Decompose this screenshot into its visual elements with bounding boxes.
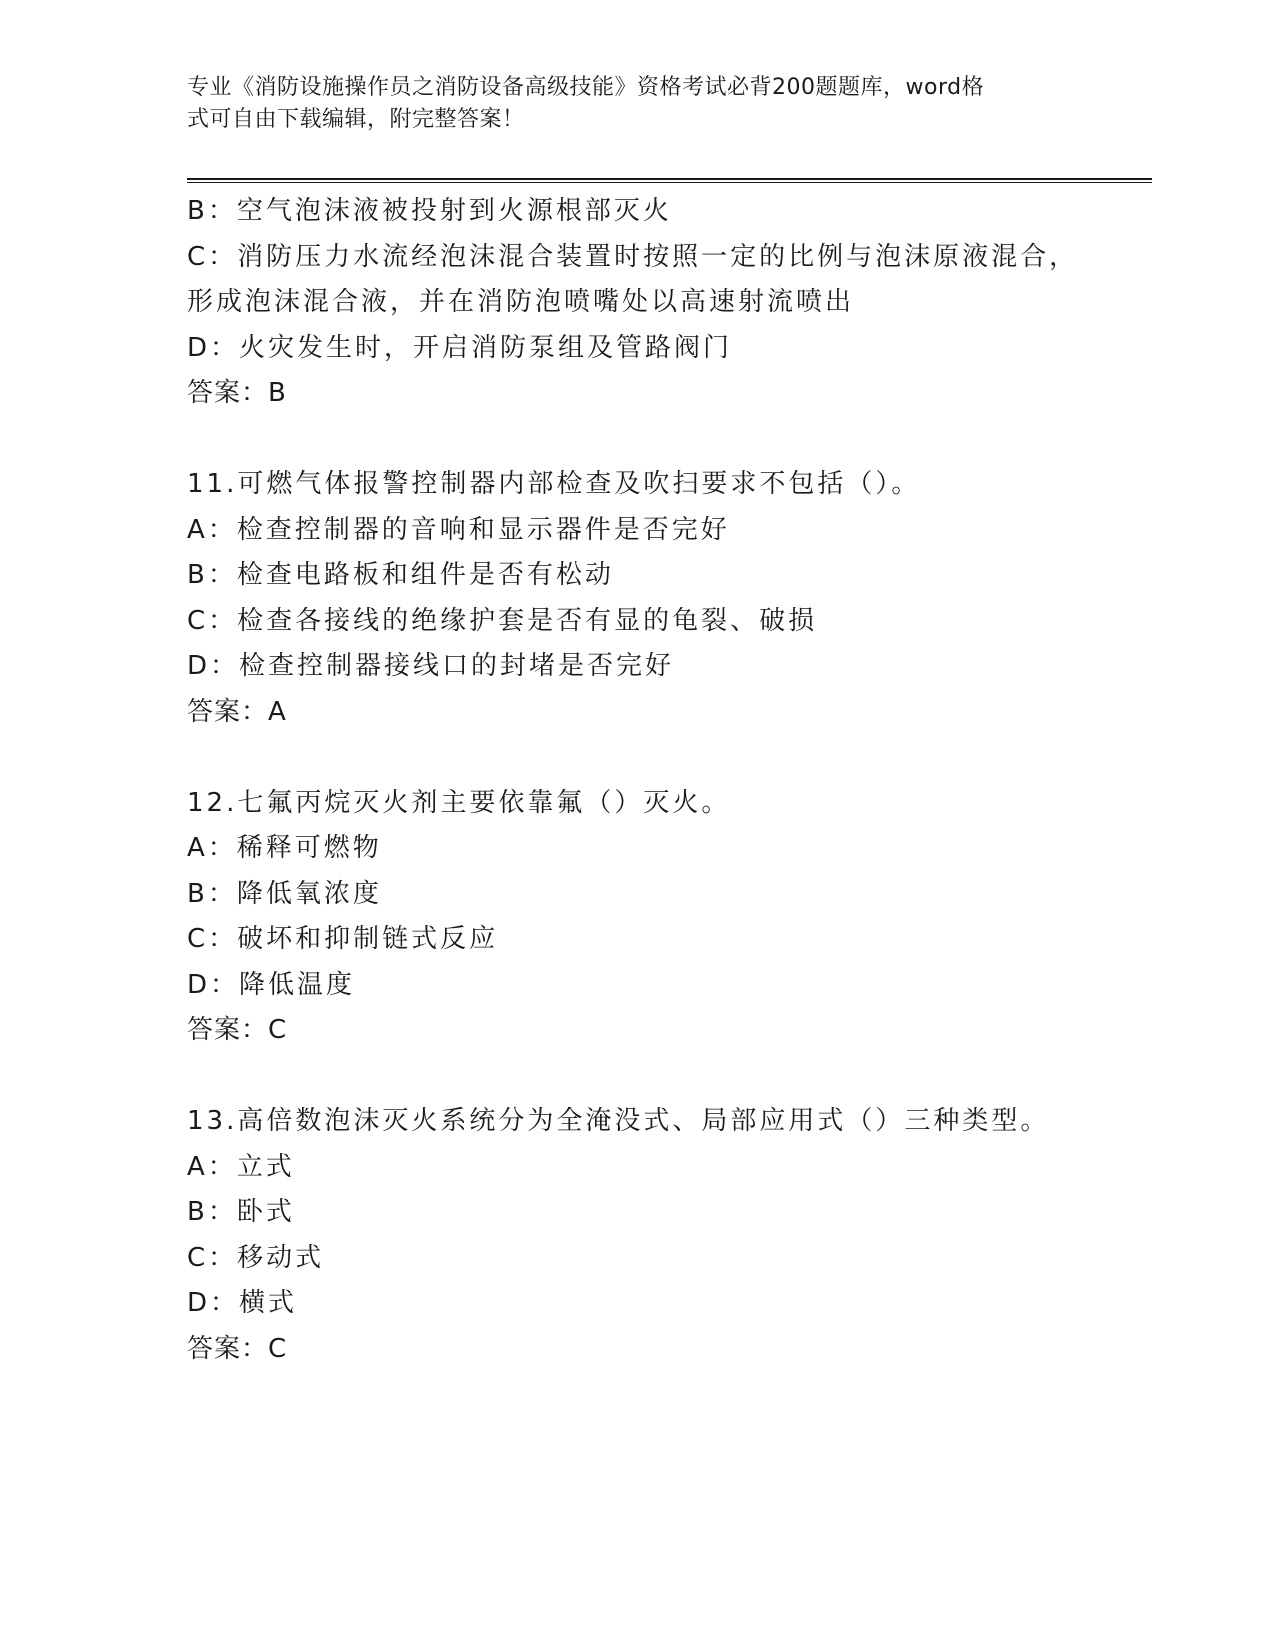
option-c-continued: 形成泡沫混合液，并在消防泡喷嘴处以高速射流喷出 bbox=[187, 287, 855, 317]
option-b: B：空气泡沫液被投射到火源根部灭火 bbox=[187, 196, 672, 226]
option-a: A：立式 bbox=[187, 1151, 295, 1182]
question-13 bbox=[187, 1099, 1147, 1372]
spacer bbox=[187, 417, 1147, 463]
page-header bbox=[187, 72, 1087, 136]
option-a: A：检查控制器的音响和显示器件是否完好 bbox=[187, 514, 730, 545]
header-line-2: 式可自由下载编辑，附完整答案！ bbox=[187, 107, 525, 132]
option-a: A：稀释可燃物 bbox=[187, 833, 382, 863]
header-line-1: 专业《消防设施操作员之消防设备高级技能》资格考试必背200题题库，word格 bbox=[187, 75, 985, 100]
carryover-question bbox=[187, 189, 1147, 417]
option-b: B：卧式 bbox=[187, 1197, 295, 1227]
option-d: D：横式 bbox=[187, 1288, 298, 1318]
header-divider bbox=[187, 178, 1152, 183]
answer: 答案：B bbox=[187, 378, 287, 408]
answer: 答案：C bbox=[187, 1015, 288, 1045]
answer: 答案：A bbox=[187, 696, 287, 727]
question-12 bbox=[187, 781, 1147, 1054]
option-c: C：消防压力水流经泡沫混合装置时按照一定的比例与泡沫原液混合， bbox=[187, 241, 1079, 272]
spacer bbox=[187, 1054, 1147, 1100]
question-stem: 12.七氟丙烷灭火剂主要依靠氟（）灭火。 bbox=[187, 787, 731, 818]
spacer bbox=[187, 735, 1147, 781]
question-list bbox=[187, 189, 1147, 1372]
option-b: B：检查电路板和组件是否有松动 bbox=[187, 560, 614, 590]
question-11 bbox=[187, 462, 1147, 735]
option-d: D：降低温度 bbox=[187, 969, 356, 1000]
option-d: D：火灾发生时，开启消防泵组及管路阀门 bbox=[187, 332, 733, 363]
option-b: B：降低氧浓度 bbox=[187, 878, 382, 909]
option-c: C：移动式 bbox=[187, 1242, 325, 1273]
question-stem: 11.可燃气体报警控制器内部检查及吹扫要求不包括（）。 bbox=[187, 469, 921, 499]
option-d: D：检查控制器接线口的封堵是否完好 bbox=[187, 651, 675, 681]
question-stem: 13.高倍数泡沫灭火系统分为全淹没式、局部应用式（）三种类型。 bbox=[187, 1106, 1050, 1136]
option-c: C：破坏和抑制链式反应 bbox=[187, 924, 499, 954]
answer: 答案：C bbox=[187, 1333, 288, 1364]
option-c: C：检查各接线的绝缘护套是否有显的龟裂、破损 bbox=[187, 605, 818, 636]
